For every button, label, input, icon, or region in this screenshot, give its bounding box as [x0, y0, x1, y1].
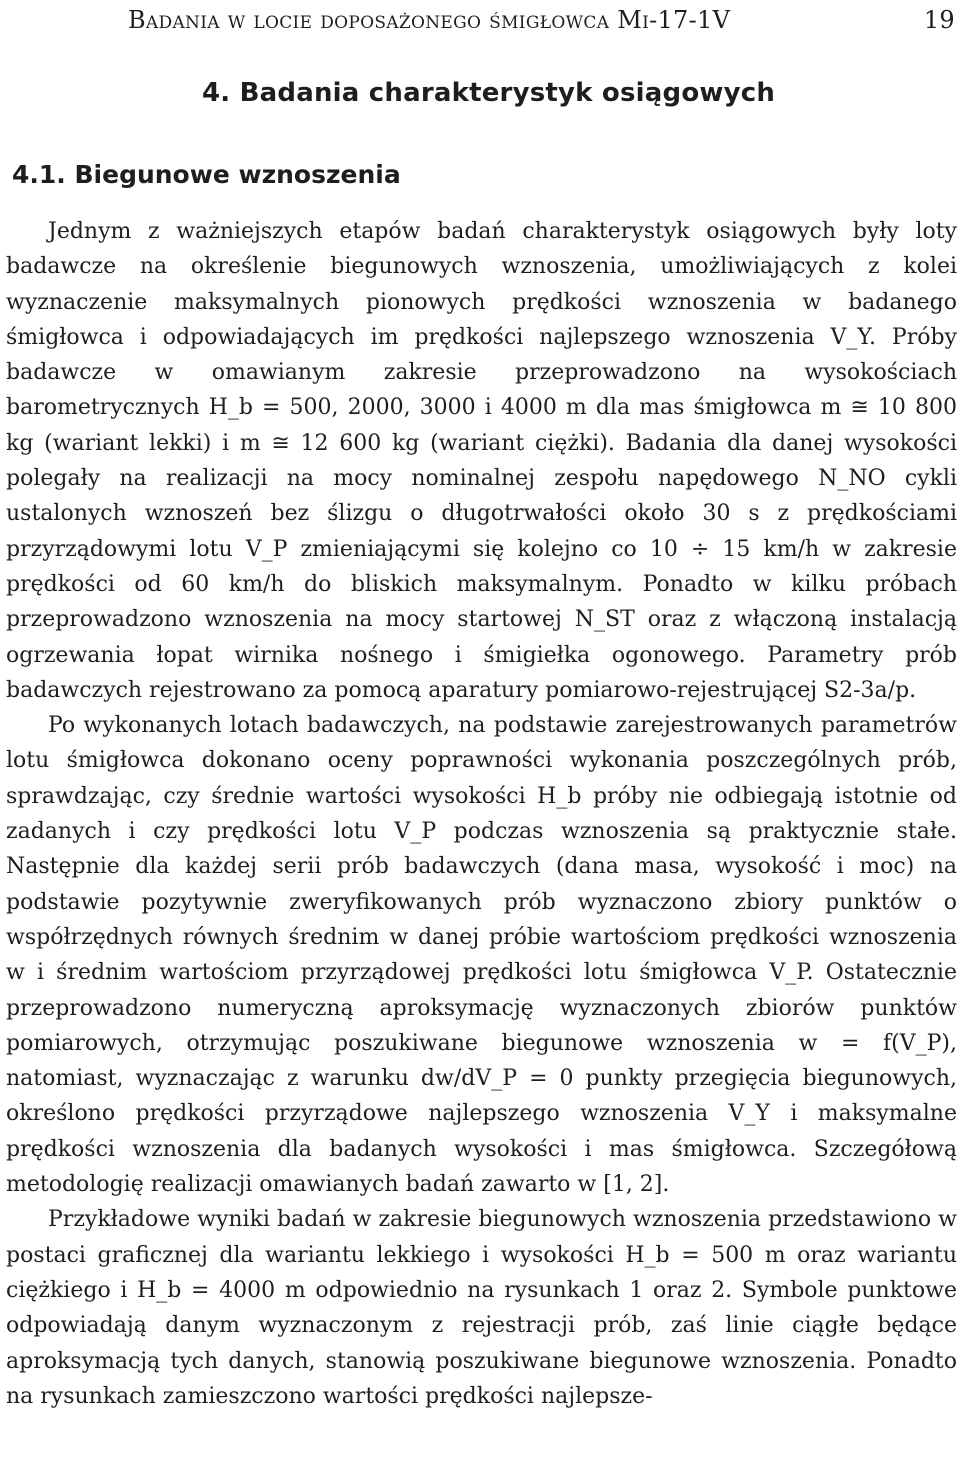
paragraph-3: Przykładowe wyniki badań w zakresie biegunowych wznoszenia przedstawiono w postaci graficznej dla wariantu lekkiego i wysokości H_b = 500 m oraz wariantu ciężkiego i H_b = 4000 m odpowiednio na rysunkach 1 oraz 2. Symbole punktowe odpowiadają danym wyznaczonym z rejestracji prób, zaś linie ciągłe będące aproksymacją tych danych, stanowią poszukiwane biegunowe wznoszenia. Ponadto na rysunkach zamieszczono wartości prędkości najlepsze- [6, 1207, 957, 1409]
subsection-heading: 4.1. Biegunowe wznoszenia [12, 160, 401, 189]
page-number: 19 [923, 6, 955, 34]
paragraph-2: Po wykonanych lotach badawczych, na podstawie zarejestrowanych parametrów lotu śmigłowca dokonano oceny poprawności wykonania poszczególnych prób, sprawdzając, czy średnie wartości wysokości H_b próby nie odbiegają istotnie od zadanych i czy prędkości lotu V_P podczas wznoszenia są praktycznie stałe. Następnie dla każdej serii prób badawczych (dana masa, wysokość i moc) na podstawie pozytywnie zweryfikowanych prób wyznaczono zbiory punktów o współrzędnych równych średnim w danej próbie wartościom prędkości wznoszenia w i średnim wartościom przyrządowej prędkości lotu śmigłowca V_P. Ostatecznie przeprowadzono numeryczną aproksymację wyznaczonych zbiorów punktów pomiarowych, otrzymując poszukiwane biegunowe wznoszenia w = f(V_P), natomiast, wyznaczając z warunku dw/dV_P = 0 punkty przegięcia biegunowych, określono prędkości przyrządowe najlepszego wznoszenia V_Y i maksymalne prędkości wznoszenia dla badanych wysokości i mas śmigłowca. Szczegółową metodologię realizacji omawianych badań zawarto w [1, 2]. [6, 713, 957, 1198]
running-title: Badania w locie doposażonego śmigłowca Mi-17-1V [128, 6, 731, 34]
running-header [6, 2, 957, 42]
paragraph-1: Jednym z ważniejszych etapów badań charakterystyk osiągowych były loty badawcze na określenie biegunowych wznoszenia, umożliwiających z kolei wyznaczenie maksymalnych pionowych prędkości wznoszenia w badanego śmigłowca i odpowiadających im prędkości najlepszego wznoszenia V_Y. Próby badawcze w omawianym zakresie przeprowadzono na wysokościach barometrycznych H_b = 500, 2000, 3000 i 4000 m dla mas śmigłowca m ≅ 10 800 kg (wariant lekki) i m ≅ 12 600 kg (wariant ciężki). Badania dla danej wysokości polegały na realizacji na mocy nominalnej zespołu napędowego N_NO cykli ustalonych wznoszeń bez ślizgu o długotrwałości około 30 s z prędkościami przyrządowymi lotu V_P zmieniającymi się kolejno co 10 ÷ 15 km/h w zakresie prędkości od 60 km/h do bliskich maksymalnym. Ponadto w kilku próbach przeprowadzono wznoszenia na mocy startowej N_ST oraz z włączoną instalacją ogrzewania łopat wirnika nośnego i śmigiełka ogonowego. Parametry prób badawczych rejestrowano za pomocą aparatury pomiarowo-rejestrującej S2-3a/p. [6, 219, 957, 703]
section-heading: 4. Badania charakterystyk osiągowych [202, 78, 776, 108]
body-text [6, 214, 957, 1414]
